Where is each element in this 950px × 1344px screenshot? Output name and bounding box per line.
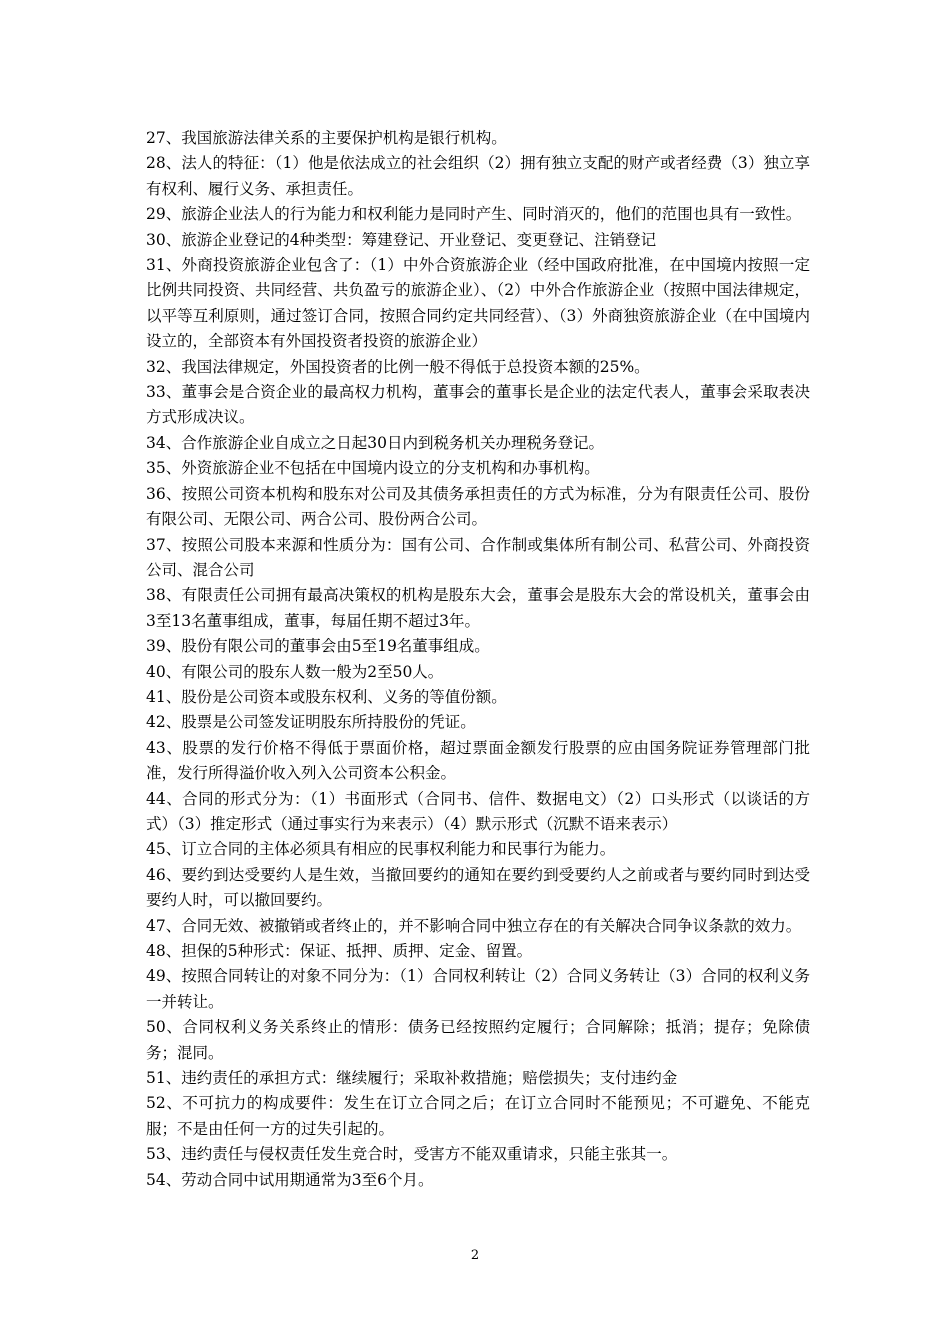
list-item: 36、按照公司资本机构和股东对公司及其债务承担责任的方式为标准，分为有限责任公司、股份有限公司、无限公司、两合公司、股份两合公司。 — [146, 484, 810, 529]
list-item: 43、股票的发行价格不得低于票面价格，超过票面金额发行股票的应由国务院证券管理部门批准，发行所得溢价收入列入公司资本公积金。 — [146, 738, 810, 783]
list-item: 31、外商投资旅游企业包含了：（1）中外合资旅游企业（经中国政府批准，在中国境内按照一定比例共同投资、共同经营、共负盈亏的旅游企业）、（2）中外合作旅游企业（按照中国法律规定，以平等互利原则，通过签订合同，按照合同约定共同经营）、（3）外商独资旅游企业（在中国境内设立的，全部资本有外国投资者投资的旅游企业） — [146, 256, 810, 351]
list-item: 48、担保的5种形式：保证、抵押、质押、定金、留置。 — [146, 942, 533, 960]
list-item: 54、劳动合同中试用期通常为3至6个月。 — [146, 1170, 434, 1189]
list-item: 30、旅游企业登记的4种类型：筹建登记、开业登记、变更登记、注销登记 — [146, 230, 657, 249]
list-item: 44、合同的形式分为：（1）书面形式（合同书、信件、数据电文）（2）口头形式（以谈话的方式）（3）推定形式（通过事实行为来表示）（4）默示形式（沉默不语来表示） — [146, 789, 810, 833]
list-item: 42、股票是公司签发证明股东所持股份的凭证。 — [146, 713, 476, 732]
list-item: 46、要约到达受要约人是生效，当撤回要约的通知在要约到受要约人之前或者与要约同时到达受要约人时，可以撤回要约。 — [146, 865, 810, 910]
list-item: 39、股份有限公司的董事会由5至19名董事组成。 — [146, 637, 490, 656]
page-number: 2 — [470, 1248, 480, 1263]
list-item: 49、按照合同转让的对象不同分为：（1）合同权利转让（2）合同义务转让（3）合同的权利义务一并转让。 — [146, 967, 810, 1011]
list-item: 33、董事会是合资企业的最高权力机构，董事会的董事长是企业的法定代表人，董事会采取表决方式形成决议。 — [146, 383, 810, 427]
list-item: 38、有限责任公司拥有最高决策权的机构是股东大会，董事会是股东大会的常设机关，董事会由3至13名董事组成，董事，每届任期不超过3年。 — [146, 586, 810, 630]
list-item: 40、有限公司的股东人数一般为2至50人。 — [146, 662, 444, 681]
list-item: 50、合同权利义务关系终止的情形：债务已经按照约定履行；合同解除；抵消；提存；免除债务；混同。 — [146, 1018, 810, 1062]
list-item: 35、外资旅游企业不包括在中国境内设立的分支机构和办事机构。 — [146, 459, 600, 478]
list-item: 37、按照公司股本来源和性质分为：国有公司、合作制或集体所有制公司、私营公司、外商投资公司、混合公司 — [146, 535, 810, 579]
list-item: 27、我国旅游法律关系的主要保护机构是银行机构。 — [146, 129, 507, 147]
list-item: 47、合同无效、被撤销或者终止的，并不影响合同中独立存在的有关解决合同争议条款的效力。 — [146, 916, 802, 935]
list-item: 34、合作旅游企业自成立之日起30日内到税务机关办理税务登记。 — [146, 433, 604, 452]
list-item: 28、法人的特征：（1）他是依法成立的社会组织（2）拥有独立支配的财产或者经费（3）独立享有权利、履行义务、承担责任。 — [146, 154, 810, 198]
document-body — [146, 126, 810, 1193]
list-item: 32、我国法律规定，外国投资者的比例一般不得低于总投资本额的25%。 — [146, 357, 650, 376]
list-item: 41、股份是公司资本或股东权利、义务的等值份额。 — [146, 687, 507, 706]
list-item: 51、违约责任的承担方式：继续履行；采取补救措施；赔偿损失；支付违约金 — [146, 1069, 678, 1088]
list-item: 29、旅游企业法人的行为能力和权利能力是同时产生、同时消灭的，他们的范围也具有一致性。 — [146, 205, 802, 224]
list-item: 53、违约责任与侵权责任发生竞合时，受害方不能双重请求，只能主张其一。 — [146, 1145, 678, 1164]
list-item: 45、订立合同的主体必须具有相应的民事权利能力和民事行为能力。 — [146, 840, 616, 859]
list-item: 52、不可抗力的构成要件：发生在订立合同之后；在订立合同时不能预见；不可避免、不能克服；不是由任何一方的过失引起的。 — [146, 1094, 810, 1138]
